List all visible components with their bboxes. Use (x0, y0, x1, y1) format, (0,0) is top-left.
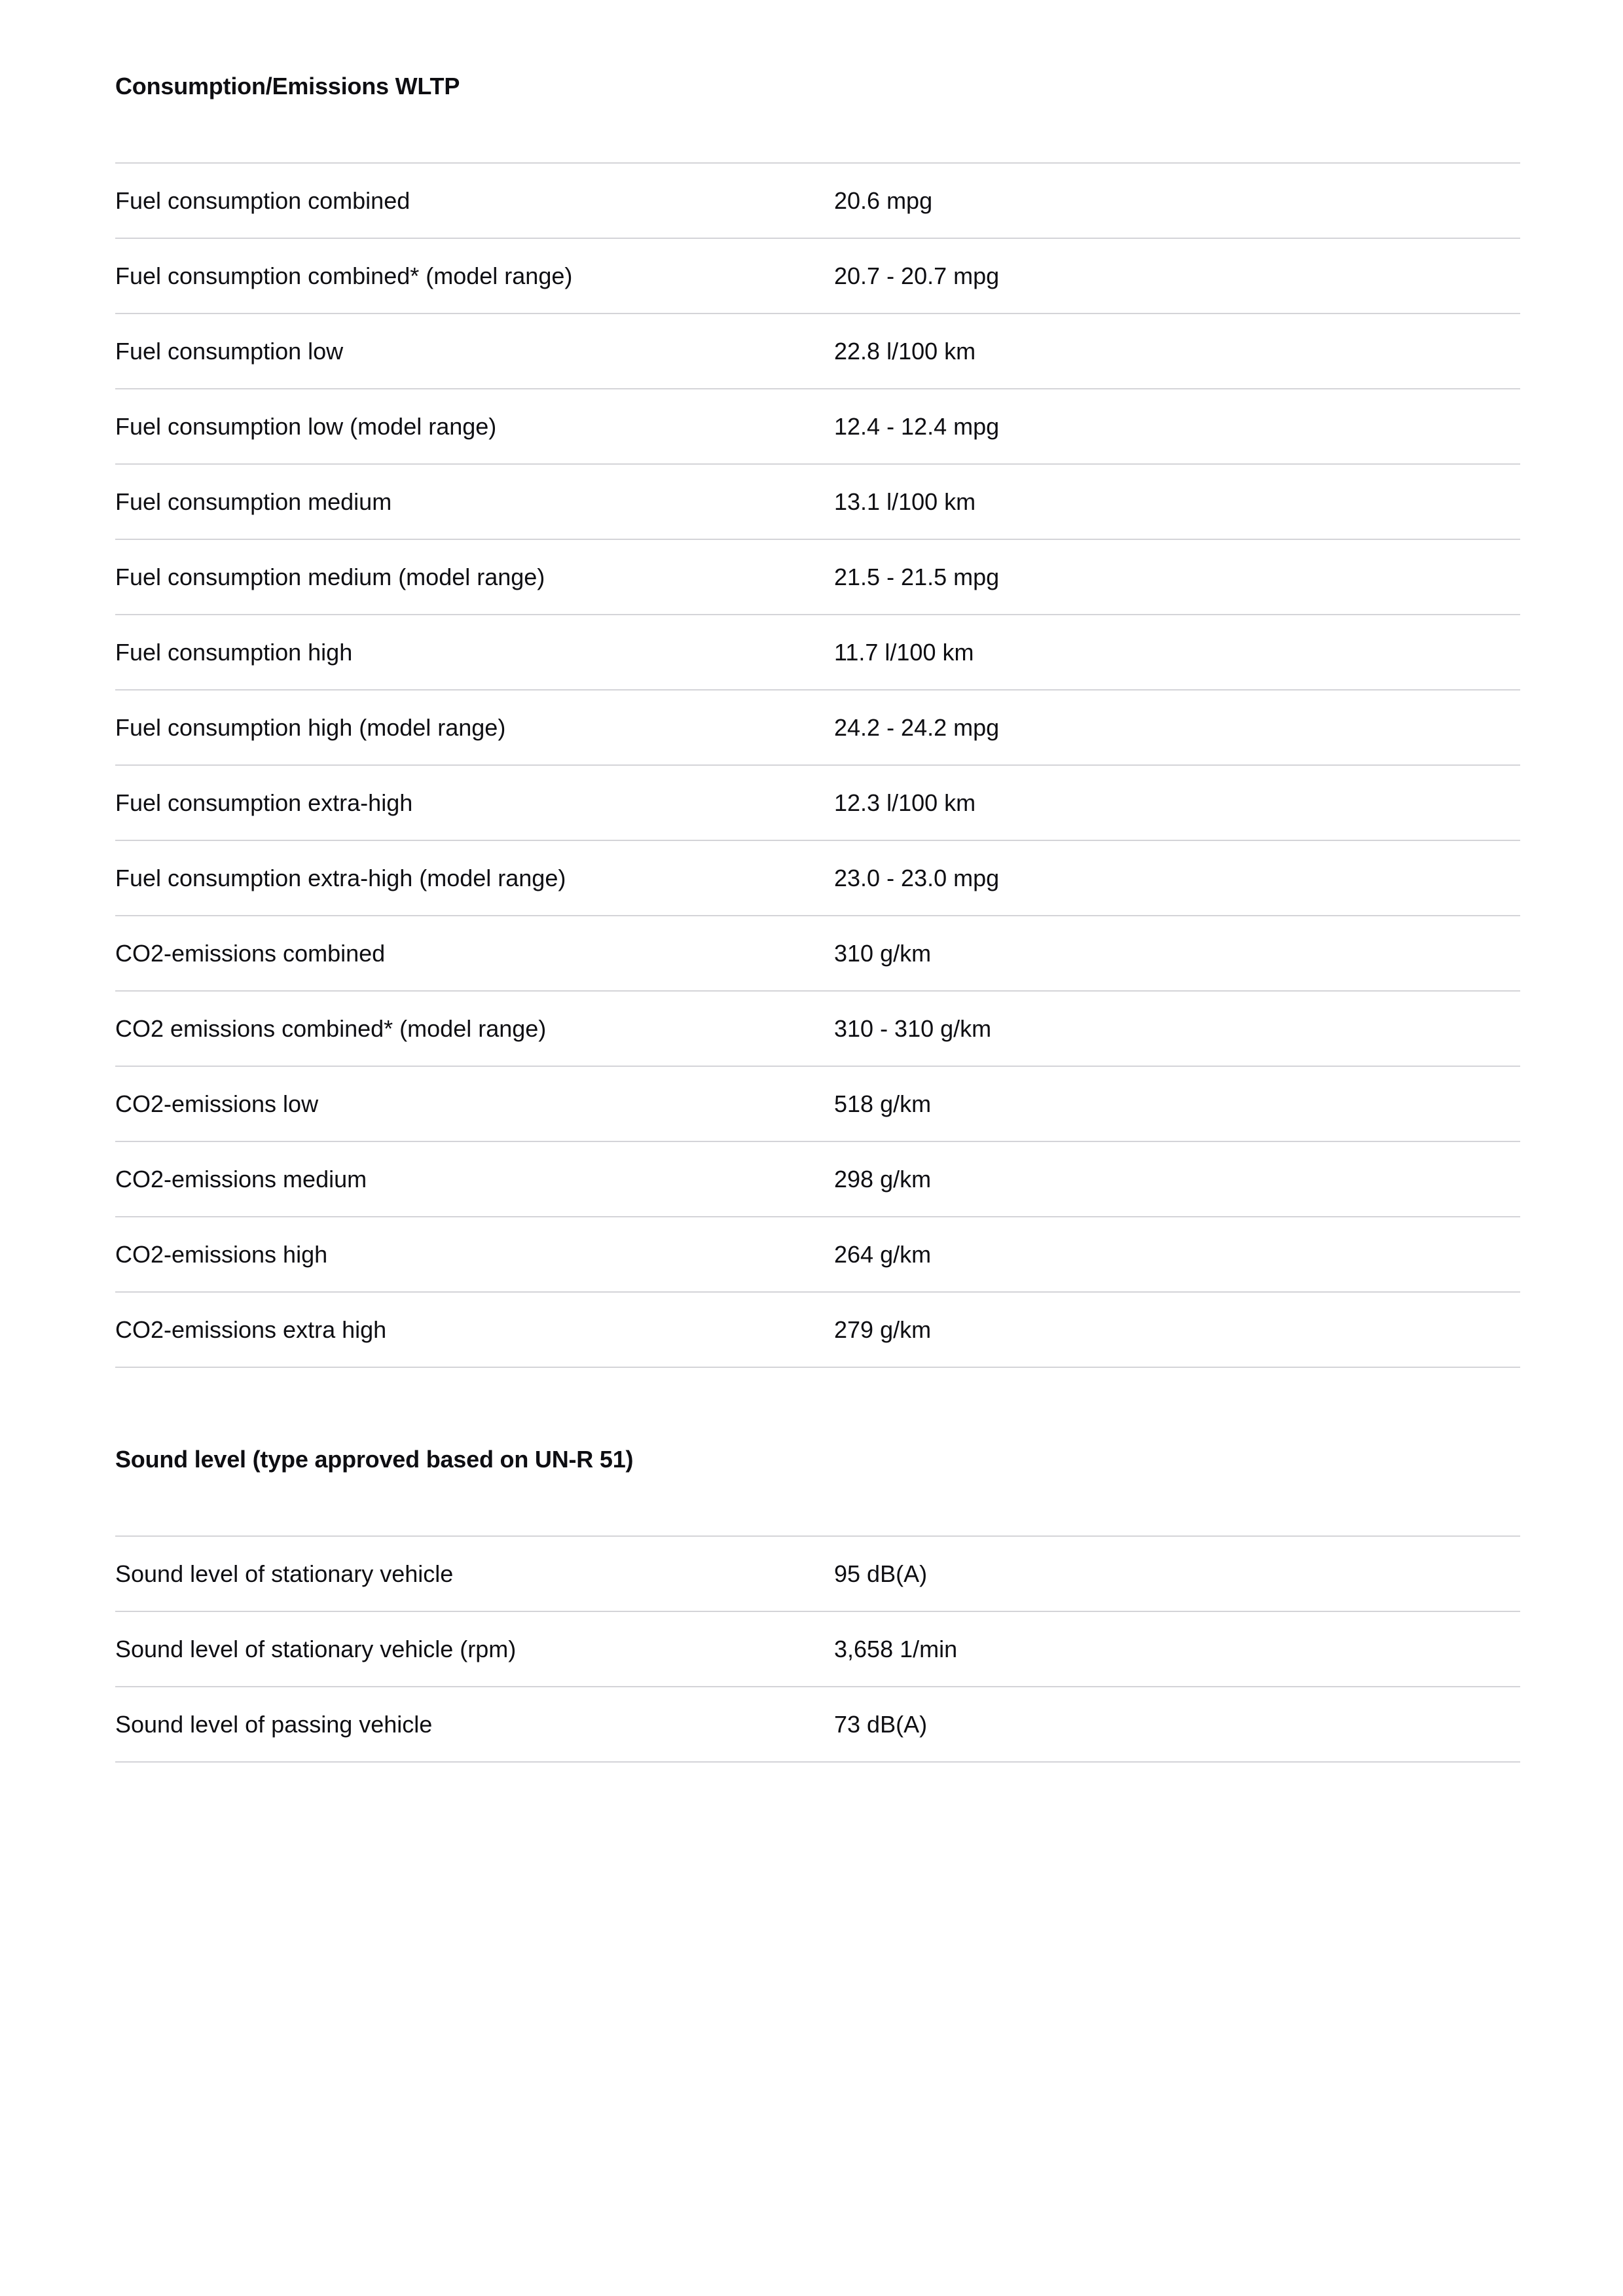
row-label: CO2-emissions high (115, 1240, 328, 1268)
table-row (115, 1687, 1520, 1763)
section-title (115, 26, 1520, 164)
sound-title: Sound level (type approved based on UN-R 51) (115, 1446, 634, 1473)
row-value: 3,658 1/min (834, 1635, 958, 1662)
table-row (115, 389, 1520, 465)
row-value: 13.1 l/100 km (834, 488, 976, 515)
table-row (115, 691, 1520, 766)
table-row (115, 314, 1520, 389)
consumption-title: Consumption/Emissions WLTP (115, 73, 460, 99)
row-value: 518 g/km (834, 1090, 932, 1117)
row-value: 12.4 - 12.4 mpg (834, 412, 1000, 440)
section-title (115, 1399, 1520, 1537)
row-value: 73 dB(A) (834, 1710, 928, 1738)
row-label: Fuel consumption combined* (model range) (115, 262, 573, 289)
table-row (115, 916, 1520, 992)
row-value: 24.2 - 24.2 mpg (834, 713, 1000, 741)
table-row (115, 465, 1520, 540)
table-row (115, 1217, 1520, 1293)
row-value: 310 g/km (834, 939, 932, 967)
row-value: 310 - 310 g/km (834, 1014, 992, 1042)
row-label: Fuel consumption low (model range) (115, 412, 497, 440)
consumption-emissions-section (115, 26, 1520, 1368)
row-label: CO2-emissions low (115, 1090, 319, 1117)
sound-level-section (115, 1399, 1520, 1763)
table-row (115, 1537, 1520, 1612)
table-row (115, 992, 1520, 1067)
row-label: CO2-emissions combined (115, 939, 386, 967)
table-row (115, 766, 1520, 841)
row-label: CO2-emissions medium (115, 1165, 367, 1193)
row-label: Fuel consumption high (115, 638, 353, 666)
row-label: Fuel consumption combined (115, 187, 410, 214)
table-row (115, 1612, 1520, 1687)
row-label: Sound level of stationary vehicle (rpm) (115, 1635, 517, 1662)
table-row (115, 1293, 1520, 1368)
row-label: Fuel consumption high (model range) (115, 713, 506, 741)
table-row (115, 615, 1520, 691)
row-label: Fuel consumption medium (115, 488, 392, 515)
row-value: 23.0 - 23.0 mpg (834, 864, 1000, 891)
row-label: Fuel consumption extra-high (model range) (115, 864, 566, 891)
row-label: CO2 emissions combined* (model range) (115, 1014, 547, 1042)
table-row (115, 540, 1520, 615)
row-label: Sound level of passing vehicle (115, 1710, 433, 1738)
row-value: 264 g/km (834, 1240, 932, 1268)
row-label: Fuel consumption low (115, 337, 344, 365)
row-value: 11.7 l/100 km (834, 638, 974, 666)
row-label: Fuel consumption extra-high (115, 789, 413, 816)
row-label: CO2-emissions extra high (115, 1316, 387, 1343)
row-value: 95 dB(A) (834, 1560, 928, 1587)
row-value: 22.8 l/100 km (834, 337, 976, 365)
row-value: 279 g/km (834, 1316, 932, 1343)
table-row (115, 1067, 1520, 1142)
row-value: 298 g/km (834, 1165, 932, 1193)
table-row (115, 1142, 1520, 1217)
row-label: Fuel consumption medium (model range) (115, 563, 545, 590)
row-label: Sound level of stationary vehicle (115, 1560, 454, 1587)
row-value: 20.7 - 20.7 mpg (834, 262, 1000, 289)
row-value: 20.6 mpg (834, 187, 933, 214)
row-value: 12.3 l/100 km (834, 789, 976, 816)
table-row (115, 239, 1520, 314)
table-row (115, 164, 1520, 239)
row-value: 21.5 - 21.5 mpg (834, 563, 1000, 590)
table-row (115, 841, 1520, 916)
